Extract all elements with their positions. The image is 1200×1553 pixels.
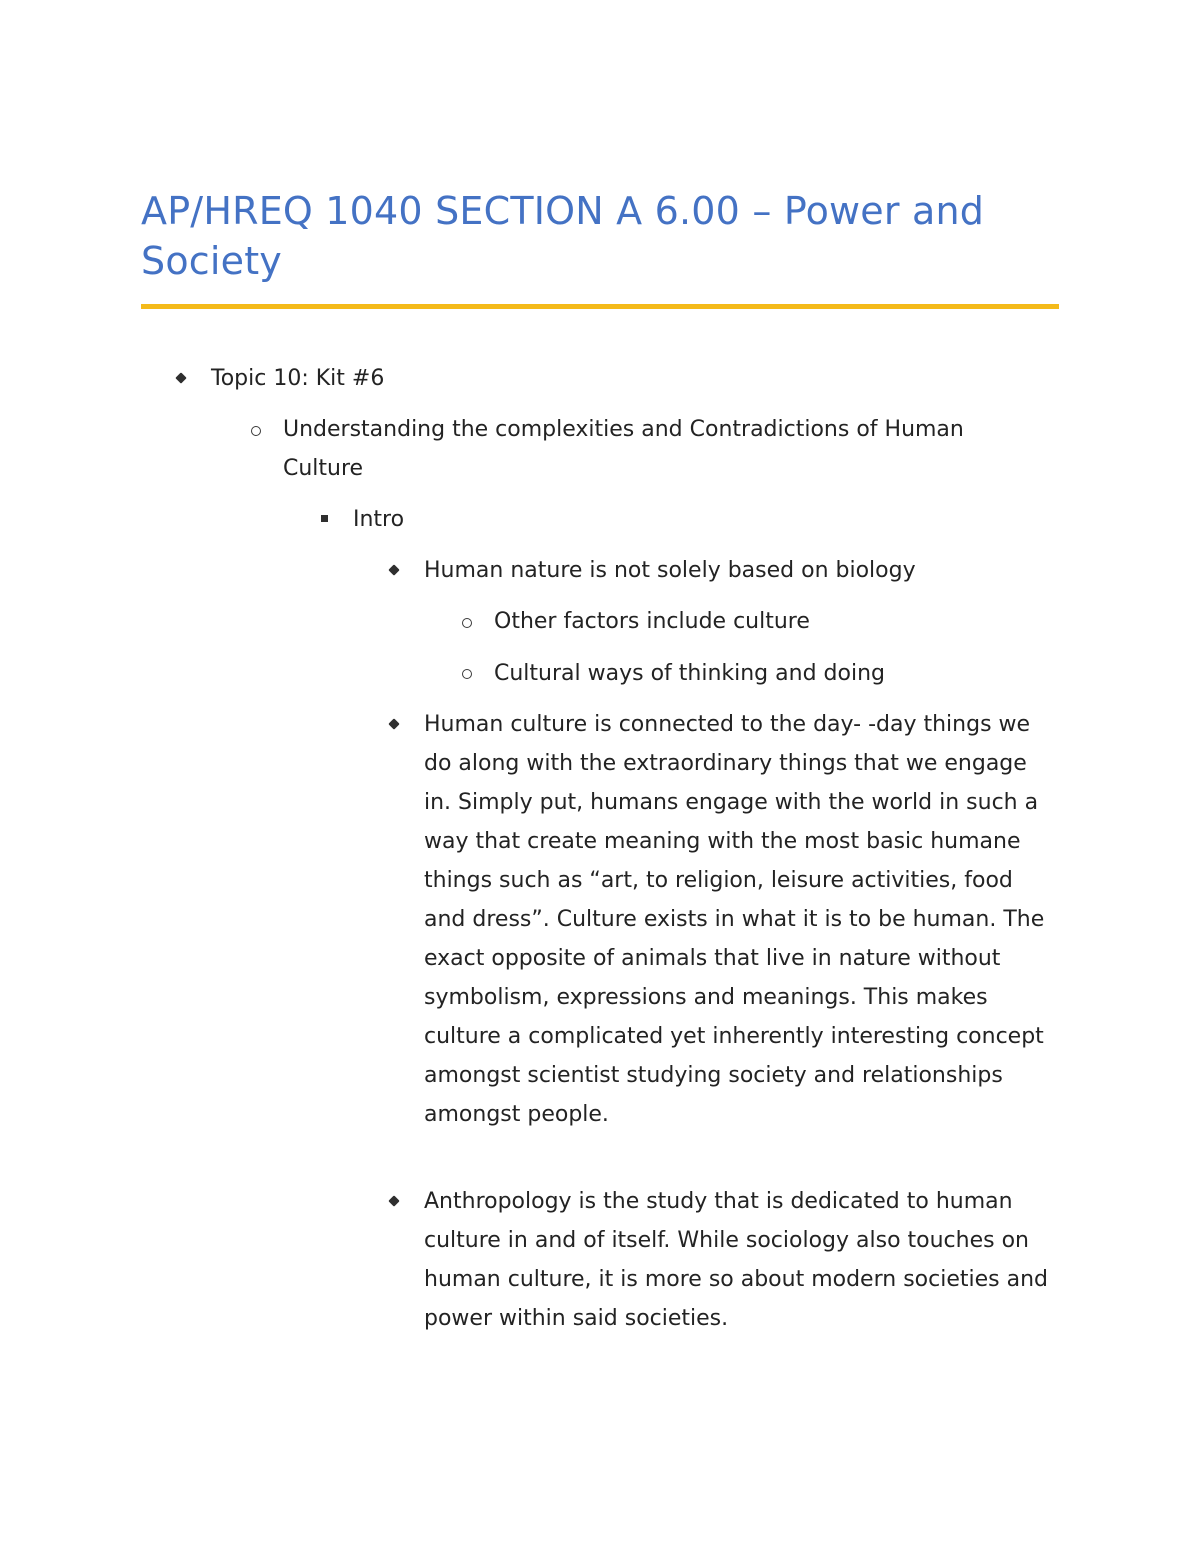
bullet-circle-icon xyxy=(462,618,472,628)
outline-point: Human nature is not solely based on biology xyxy=(424,558,916,583)
outline-subpoint: Cultural ways of thinking and doing xyxy=(494,661,885,686)
outline-point: Anthropology is the study that is dedicated to human culture in and of itself. While sociology also touches on human culture, it is more so about modern societies and power within said societies. xyxy=(424,1189,1048,1331)
outline-subpoint: Other factors include culture xyxy=(494,609,810,634)
outline-point: Human culture is connected to the day- -day things we do along with the extraordinary things that we engage in. Simply put, humans engage with the world in such a way that create meaning with the most basic humane things such as “art, to religion, leisure activities, food and dress”. Culture exists in what it is to be human. The exact opposite of animals that live in nature without symbolism, expressions and meanings. This makes culture a complicated yet inherently interesting concept amongst scientist studying society and relationships amongst people. xyxy=(424,712,1045,1127)
outline-subtopic: Understanding the complexities and Contradictions of Human Culture xyxy=(283,417,964,481)
title-divider xyxy=(141,304,1059,309)
outline-section: Intro xyxy=(353,507,405,532)
bullet-dot-icon xyxy=(388,718,399,729)
bullet-dot-icon xyxy=(388,564,399,575)
bullet-dot-icon xyxy=(388,1195,399,1206)
bullet-square-icon xyxy=(321,515,328,522)
bullet-circle-icon xyxy=(251,426,261,436)
bullet-dot-icon xyxy=(175,372,186,383)
outline-topic: Topic 10: Kit #6 xyxy=(211,366,385,391)
document-title: AP/HREQ 1040 SECTION A 6.00 – Power and Society xyxy=(141,189,985,283)
bullet-circle-icon xyxy=(462,669,472,679)
